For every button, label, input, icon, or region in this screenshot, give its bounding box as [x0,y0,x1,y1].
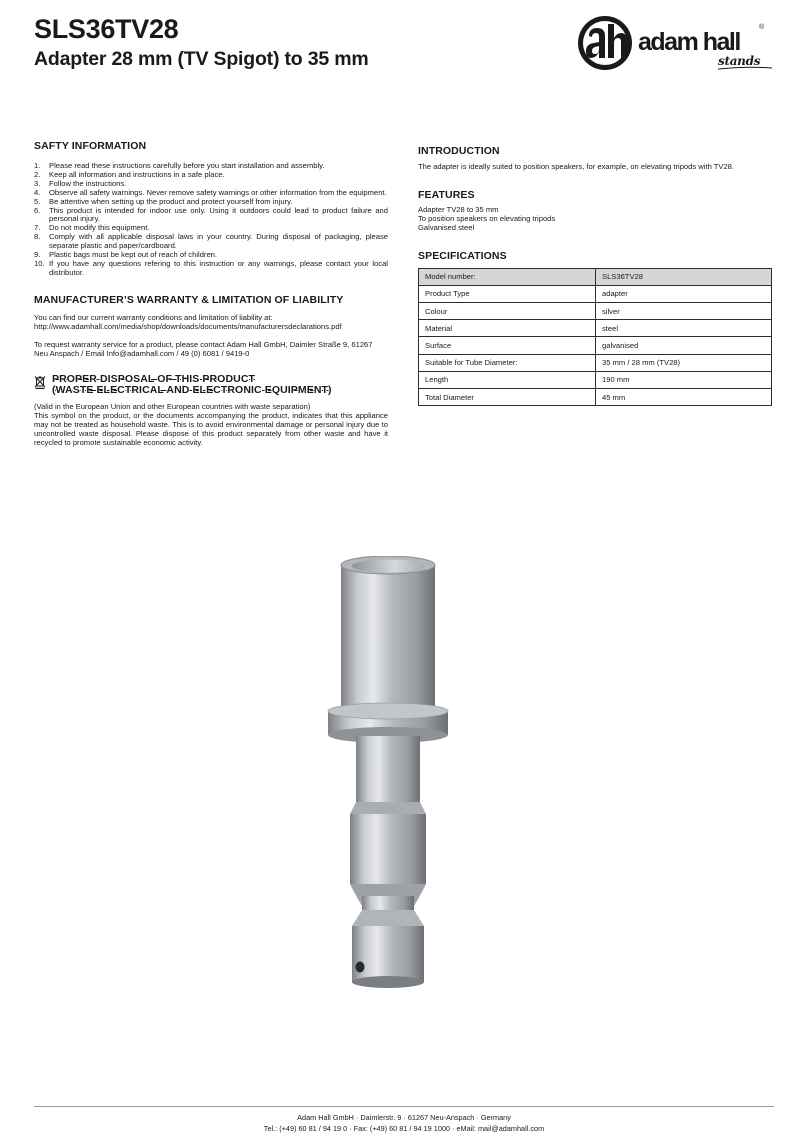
disposal-heading-line2: (WASTE ELECTRICAL AND ELECTRONIC EQUIPMENT) [52,384,332,397]
spec-row [419,268,772,285]
safety-item-text: Keep all information and instructions in a safe place. [49,169,225,179]
safety-item-number: 2. [34,169,41,179]
safety-item-number: 3. [34,178,41,188]
left-column [34,140,388,448]
safety-item-text: Observe all safety warnings. Never remove safety warnings or other information from the equipment. [49,187,387,197]
spec-label: Material [419,320,596,337]
footer [0,1112,808,1134]
safety-item-number: 7. [34,223,41,233]
feature-item: Galvanised steel [418,222,475,232]
spec-value: 35 mm / 28 mm (TV28) [596,354,772,371]
safety-item-number: 5. [34,196,41,206]
product-title: Adapter 28 mm (TV Spigot) to 35 mm [34,48,369,70]
features-section [418,189,772,233]
spec-value: 45 mm [596,388,772,405]
safety-section [34,140,388,278]
spec-value: silver [596,303,772,320]
spec-label: Model number: [419,268,596,285]
safety-item-text: This product is intended for indoor use only. Using it outdoors could lead to product failure and personal injury. [49,205,388,224]
disposal-scope-text [34,403,388,448]
safety-item-number: 8. [34,232,41,242]
safety-heading: SAFTY INFORMATION [34,140,147,152]
disposal-heading [52,374,332,396]
introduction-heading: INTRODUCTION [418,145,500,157]
spec-row [419,285,772,302]
spec-label: Suitable for Tube Diameter: [419,354,596,371]
feature-item: Adapter TV28 to 35 mm [418,204,499,214]
disposal-scope: (Valid in the European Union and other European countries with waste separation) [34,402,311,412]
spec-row [419,388,772,405]
spec-label: Surface [419,337,596,354]
spec-value: adapter [596,285,772,302]
disposal-section [34,374,388,448]
product-model: SLS36TV28 [34,14,179,44]
safety-item-number: 4. [34,187,41,197]
safety-item-text: Plastic bags must be kept out of reach of children. [49,250,217,260]
specifications-table [418,268,772,407]
spec-label: Colour [419,303,596,320]
introduction-text: The adapter is ideally suited to position speakers, for example, on elevating tripods with TV28. [418,162,735,171]
footer-contact: Tel.: (+49) 60 81 / 94 19 0 · Fax: (+49) 60 81 / 94 19 1000 · eMail: mail@adamhall.com [263,1124,545,1133]
spec-row [419,371,772,388]
safety-item-text: Be attentive when setting up the product and protect yourself from injury. [49,196,293,206]
feature-item: To position speakers on elevating tripods [418,213,556,223]
disposal-heading-line1: PROPER DISPOSAL OF THIS PRODUCT [52,373,256,386]
features-list [418,206,772,233]
warranty-section [34,294,388,359]
safety-item [34,207,388,225]
safety-item-number: 9. [34,250,41,260]
safety-list [34,162,388,278]
adam-hall-logo [576,14,776,72]
adapter-product-image [318,556,458,996]
logo-registered-mark: ® [759,24,765,31]
safety-item-text: If you have any questions refering to this instruction or any warnings, please contact your local distributor. [49,258,388,277]
safety-item-text: Please read these instructions carefully before you start installation and assembly. [49,161,325,170]
spec-label: Total Diameter [419,388,596,405]
spec-value: SLS36TV28 [596,268,772,285]
safety-item [34,233,388,251]
crossed-out-bin-icon [34,375,46,389]
safety-item-number: 1. [34,161,41,170]
spec-value: 190 mm [596,371,772,388]
logo-swoosh-icon [718,66,772,70]
features-heading: FEATURES [418,188,475,201]
safety-item-text: Comply with all applicable disposal laws in your country. During disposal of packaging, please separate plastic and paper/cardboard. [49,232,388,251]
warranty-text: You can find our current warranty conditions and limitation of liability at: http://www.adamhall.com/media/shop/downloads/documents/manufacturersdeclarations.pdf [34,312,342,331]
spec-value: steel [596,320,772,337]
safety-item [34,260,388,278]
safety-item-number: 10. [34,258,45,268]
specifications-section [418,250,772,407]
spec-row [419,303,772,320]
safety-item-number: 6. [34,205,41,215]
spec-row [419,354,772,371]
safety-item-text: Follow the instructions. [49,178,127,188]
footer-divider [34,1106,774,1107]
spec-row [419,337,772,354]
logo-ah-mark-icon [576,14,636,72]
safety-item-text: Do not modify this equipment. [49,223,150,233]
warranty-heading: MANUFACTURER’S WARRANTY & LIMITATION OF LIABILITY [34,293,344,306]
logo-wordmark: adam hall [638,28,740,56]
footer-address: Adam Hall GmbH · Daimlerstr. 9 · 61267 Neu-Anspach · Germany [297,1113,511,1122]
right-column [418,145,772,406]
logo-subline: stands [718,54,761,68]
spec-label: Length [419,371,596,388]
introduction-section [418,145,772,172]
spec-value: galvanised [596,337,772,354]
specifications-heading: SPECIFICATIONS [418,249,507,262]
spec-row [419,320,772,337]
spec-label: Product Type [419,285,596,302]
warranty-contact-text: To request warranty service for a product, please contact Adam Hall GmbH, Daimler Straße 9, 61267 Neu Anspach / Email Info@adamhall.com / 49 (0) 6081 / 9419-0 [34,339,373,358]
disposal-text: This symbol on the product, or the documents accompanying the product, indicates that this appliance may not be treated as household waste. This is to avoid environmental damage or personal injury due to uncontrolled waste disposal. Please dispose of this product separately from other waste and have it recycled to promote sustainable economic activity. [34,411,388,448]
